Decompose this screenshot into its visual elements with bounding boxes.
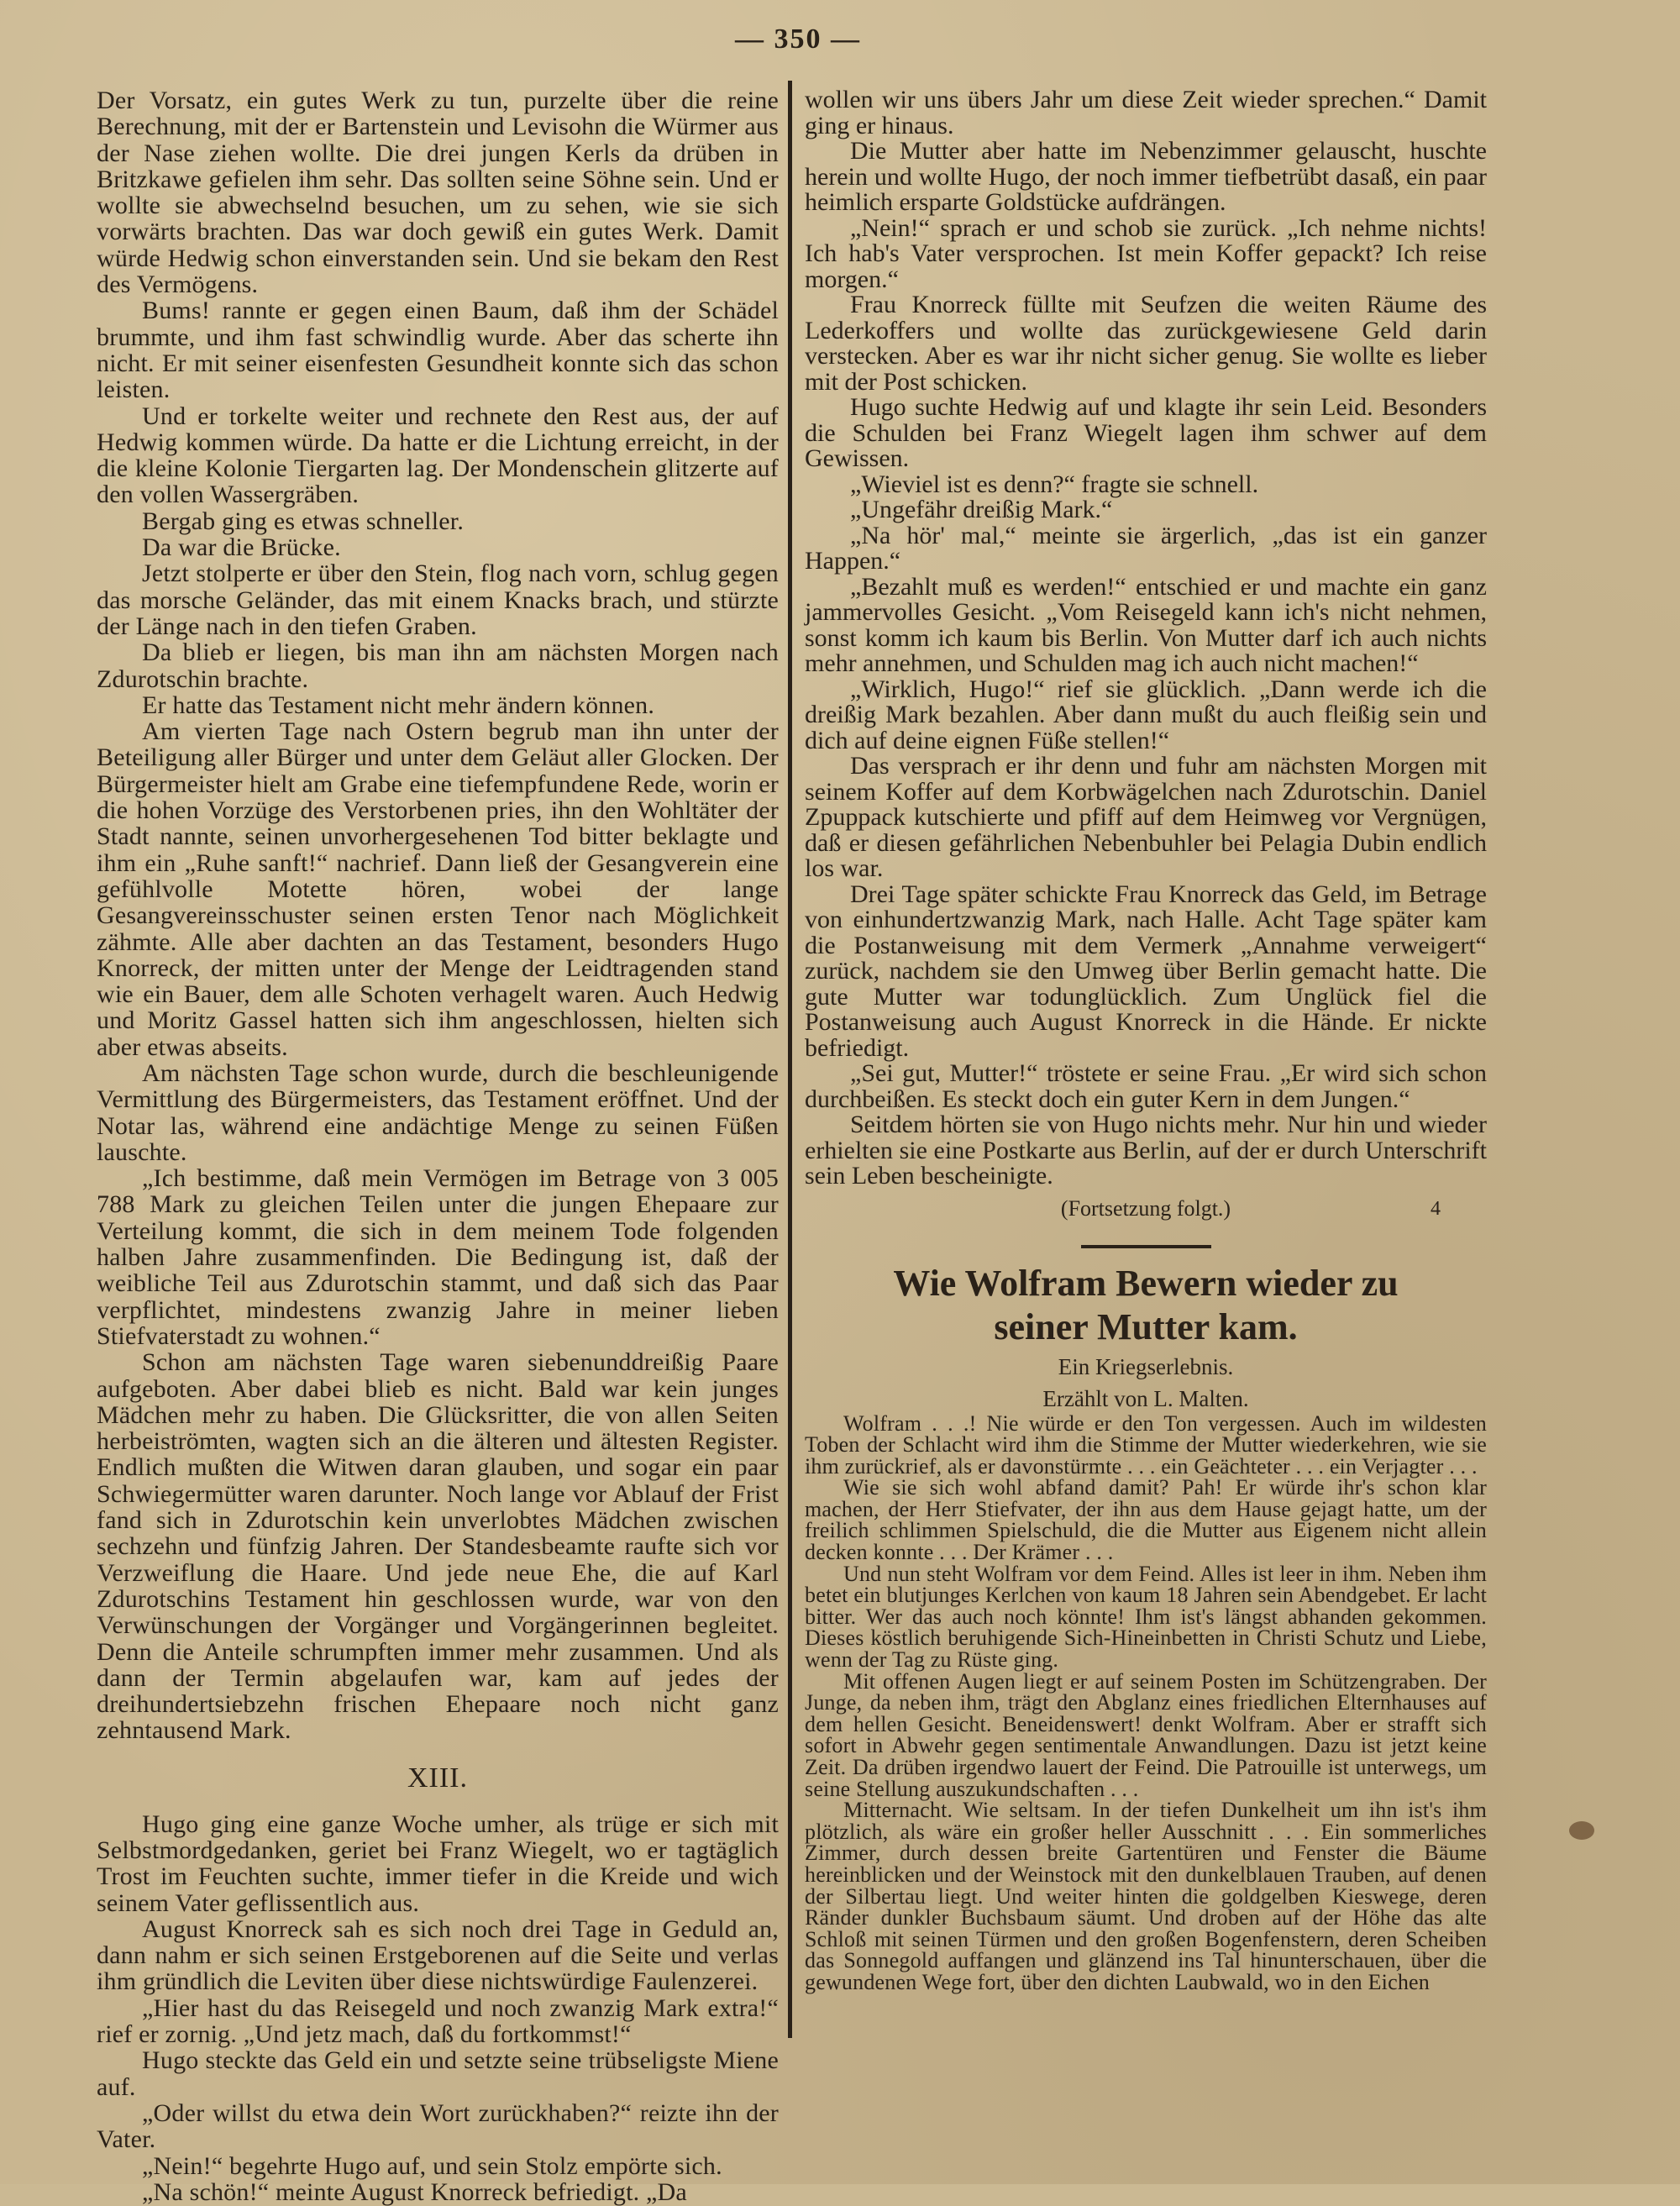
paragraph: Frau Knorreck füllte mit Seufzen die weiten Räume des Lederkoffers und wollte das zurückgewiesene Geld darin verstecken. Aber es war ihr nicht sicher genug. Sie wollte es lieber mit der Post schicken.	[805, 291, 1487, 396]
right-side	[805, 87, 1487, 2041]
paragraph: „Wieviel ist es denn?“ fragte sie schnell.	[850, 470, 1259, 498]
paragraph: Die Mutter aber hatte im Nebenzimmer gelauscht, huschte herein und wollte Hugo, der noch immer tiefbetrübt dasaß, ein paar heimlich ersparte Goldstücke aufdrängen.	[805, 137, 1487, 216]
paragraph: Jetzt stolperte er über den Stein, flog nach vorn, schlug gegen das morsche Geländer, das mit einem Knacks brach, und stürzte der Länge nach in den tiefen Graben.	[97, 559, 779, 640]
chapter-heading: XIII.	[407, 1762, 469, 1794]
paragraph: „Oder willst du etwa dein Wort zurückhaben?“ reizte ihn der Vater.	[97, 2098, 779, 2154]
story-title-line1: Wie Wolfram Bewern wieder zu	[893, 1262, 1399, 1304]
paragraph: Da blieb er liegen, bis man ihn am nächsten Morgen nach Zdurotschin brachte.	[97, 638, 779, 693]
paragraph: „Nein!“ begehrte Hugo auf, und sein Stolz empörte sich.	[142, 2151, 722, 2180]
paragraph: Der Vorsatz, ein gutes Werk zu tun, purzelte über die reine Berechnung, mit der er Bartenstein und Levisohn die Würmer aus der Nase ziehen wollte. Die drei jungen Kerls da drüben in Britzkawe gefielen ihm sehr. Das sollten seine Söhne sein. Und er wollte sie abwechselnd besuchen, um zu sehen, wie sie sich vorwärts brachten. Das war doch gewiß ein gutes Werk. Damit würde Hedwig schon einverstanden sein. Und sie bekam den Rest des Vermögens.	[97, 87, 779, 299]
left-column	[97, 87, 779, 2206]
paragraph: Da war die Brücke.	[142, 533, 341, 562]
continuation-text: (Fortsetzung folgt.)	[1060, 1195, 1231, 1221]
paragraph: Bergab ging es etwas schneller.	[142, 507, 465, 535]
paragraph: Wolfram . . .! Nie würde er den Ton vergessen. Auch im wildesten Toben der Schlacht wird ihm die Stimme der Mutter wiederkehren, wie sie ihm zurückrief, als er davonstürmte . . . ein Geächteter . . . ein Verjagter . . .	[805, 1410, 1487, 1479]
paragraph: „Ungefähr dreißig Mark.“	[850, 496, 1113, 523]
paragraph: Wie sie sich wohl abfand damit? Pah! Er würde ihr's schon klar machen, der Herr Stiefvater, der ihn aus dem Hause gejagt hatte, um der freilich schlimmen Spielschuld, die die Mutter aus Eigenem nicht allein decken konnte . . . Der Krämer . . .	[805, 1475, 1487, 1565]
continuation-number: 4	[1431, 1197, 1441, 1220]
right-column-paragraphs	[805, 87, 1487, 1190]
paragraph: „Na hör' mal,“ meinte sie ärgerlich, „das ist ein ganzer Happen.“	[805, 521, 1487, 575]
paragraph: Das versprach er ihr denn und fuhr am nächsten Morgen mit seinem Koffer auf dem Korbwägelchen nach Zdurotschin. Daniel Zpuppack kutschierte und pfiff auf dem Heimweg vor Vergnügen, daß er diesen gefährlichen Nebenbuhler bei Pelagia Dubin endlich los war.	[805, 752, 1487, 882]
paragraph: Mit offenen Augen liegt er auf seinem Posten im Schützengraben. Der Junge, da neben ihm, trägt den Abglanz eines friedlichen Elternhauses auf dem hellen Gesicht. Beneidenswert! denkt Wolfram. Aber er strafft sich sofort in Abwehr gegen sentimentale Anwandlungen. Dazu ist jetzt keine Zeit. Da drüben irgendwo lauert der Feind. Die Patrouille ist unterwegs, um seine Stellung auszukundschaften . . .	[805, 1668, 1487, 1801]
paragraph: Und er torkelte weiter und rechnete den Rest aus, der auf Hedwig kommen würde. Da hatte er die Lichtung erreicht, in der die kleine Kolonie Tiergarten lag. Der Mondenschein glitzerte auf den vollen Wassergräben.	[97, 402, 779, 509]
paragraph: „Bezahlt muß es werden!“ entschied er und machte ein ganz jammervolles Gesicht. „Vom Reisegeld kann ich's nicht nehmen, sonst komm ich kaum bis Berlin. Von Mutter darf ich auch nichts mehr annehmen, und Schulden mag ich auch nicht machen!“	[805, 572, 1487, 677]
paragraph: Schon am nächsten Tage waren siebenunddreißig Paare aufgeboten. Aber dabei blieb es nicht. Bald war kein junges Mädchen mehr zu haben. Die Glücksritter, die von allen Seiten herbeiströmten, wagten sich an die älteren und ältesten Register. Endlich mußten die Witwen daran glauben, und sogar ein paar Schwiegermütter waren darunter. Noch lange vor Ablauf der Frist fand sich in Zdurotschin kein unverlobtes Mädchen zwischen sechzehn und fünfzig Jahren. Der Standesbeamte raufte sich vor Verzweiflung die Haare. Und jede neue Ehe, die auf Karl Zdurotschins Testament hin geschlossen wurde, war von den Verwünschungen der Vorgänger und Vorgängerinnen begleitet. Denn die Anteile schrumpften immer mehr zusammen. Und als dann der Termin abgelaufen war, kam auf jedes der dreihundertsiebzehn frischen Ehepaare noch nicht ganz zehntausend Mark.	[97, 1348, 779, 1745]
paragraph: Bums! rannte er gegen einen Baum, daß ihm der Schädel brummte, und ihm fast schwindlig wurde. Aber das scherte ihn nicht. Er mit seiner eisenfesten Gesundheit konnte sich das schon leisten.	[97, 297, 779, 404]
paragraph: „Sei gut, Mutter!“ tröstete er seine Frau. „Er wird sich schon durchbeißen. Es steckt doch ein guter Kern in dem Jungen.“	[805, 1059, 1487, 1113]
paragraph: Mitternacht. Wie seltsam. In der tiefen Dunkelheit um ihn ist's ihm plötzlich, als wäre ein großer heller Ausschnitt . . . Ein sommerliches Zimmer, durch dessen breite Gartentüren und Fenster die Bäume hereinblicken und der Weinstock mit den dunkelblauen Trauben, auf denen der Silbertau liegt. Und weiter hinten die goldgelben Kieswege, deren Ränder dunkler Buchsbaum säumt. Und droben auf der Höhe das alte Schloß mit seinen Türmen und den großen Bogenfenstern, deren Scheiben das Sonnegold auffangen und glänzend ins Tal hinunterschauen, über die gewundenen Wege fort, über den dichten Laubwald, wo in den Eichen	[805, 1798, 1487, 1994]
paragraph: „Ich bestimme, daß mein Vermögen im Betrage von 3 005 788 Mark zu gleichen Teilen unter die jungen Ehepaare zur Verteilung kommt, die sich in dem meinem Tode folgenden halben Jahre zusammenfinden. Die Bedingung ist, daß der weibliche Teil aus Zdurotschin stammt, und daß sich das Paar verpflichtet, mindestens zwanzig Jahre in meiner lieben Stiefvaterstadt zu wohnen.“	[97, 1164, 779, 1350]
paragraph: Seitdem hörten sie von Hugo nichts mehr. Nur hin und wieder erhielten sie eine Postkarte aus Berlin, auf der er durch Unterschrift sein Leben bescheinigte.	[805, 1111, 1487, 1190]
page-number: — 350 —	[735, 24, 861, 55]
paragraph: „Nein!“ sprach er und schob sie zurück. „Ich nehme nichts! Ich hab's Vater versprochen. Ist mein Koffer gepackt? Ich reise morgen.“	[805, 213, 1487, 293]
story-title	[805, 1262, 1487, 1349]
story-subtitle: Ein Kriegserlebnis.	[1058, 1353, 1234, 1379]
left-column-paragraphs	[97, 87, 779, 1744]
chapter-paragraphs	[97, 1811, 779, 2205]
paragraph: Am vierten Tage nach Ostern begrub man ihn unter der Beteiligung aller Bürger und unter dem Geläut aller Glocken. Der Bürgermeister hielt am Grabe eine tiefempfundene Rede, worin er die hohen Vorzüge des Verstorbenen pries, ihn den Wohltäter der Stadt nannte, seinen unvorhergesehenen Tod bitter beklagte und ihm ein „Ruhe sanft!“ nachrief. Dann ließ der Gesangverein eine gefühlvolle Motette hören, wobei der lange Gesangvereinsschuster seinen ersten Tenor nach Möglichkeit zähmte. Alle aber dachten an das Testament, besonders Hugo Knorreck, der mitten unter der Menge der Leidtragenden stand wie ein Bauer, dem alle Schoten verhagelt waren. Auch Hedwig und Moritz Gassel hatten sich ihm angeschlossen, hielten sich aber etwas abseits.	[97, 717, 779, 1061]
right-column	[805, 87, 1487, 1190]
story-title-line2: seiner Mutter kam.	[994, 1305, 1298, 1347]
paper-stain	[1569, 1821, 1594, 1840]
paragraph: „Hier hast du das Reisegeld und noch zwanzig Mark extra!“ rief er zornig. „Und jetz mach, daß du fortkommst!“	[97, 1993, 779, 2049]
paragraph: August Knorreck sah es sich noch drei Tage in Geduld an, dann nahm er sich seinen Erstgeborenen auf die Seite und verlas ihm gründlich die Leviten über diese nichtswürdige Faulenzerei.	[97, 1914, 779, 1996]
paragraph: Drei Tage später schickte Frau Knorreck das Geld, im Betrage von einhundertzwanzig Mark, nach Halle. Acht Tage später kam die Postanweisung mit dem Vermerk „Annahme verweigert“ zurück, nachdem sie den Umweg über Berlin gemacht hatte. Die gute Mutter war todunglücklich. Zum Unglück fiel die Postanweisung auch August Knorreck in die Hände. Er nickte befriedigt.	[805, 880, 1487, 1062]
story-byline: Erzählt von L. Malten.	[1042, 1385, 1249, 1411]
paragraph: Er hatte das Testament nicht mehr ändern können.	[142, 691, 655, 719]
story-paragraphs	[805, 1410, 1487, 1994]
paragraph: Hugo steckte das Geld ein und setzte seine trübseligste Miene auf.	[97, 2046, 779, 2101]
column-divider	[788, 81, 792, 2038]
story-article	[805, 1262, 1487, 2042]
article-separator	[1081, 1245, 1211, 1248]
paragraph: „Wirklich, Hugo!“ rief sie glücklich. „Dann werde ich die dreißig Mark bezahlen. Aber dann mußt du auch fleißig sein und dich auf deine eignen Füße stellen!“	[805, 675, 1487, 754]
paragraph: „Na schön!“ meinte August Knorreck befriedigt. „Da	[142, 2177, 687, 2206]
paragraph: Hugo ging eine ganze Woche umher, als trüge er sich mit Selbstmordgedanken, geriet bei Franz Wiegelt, wo er tagtäglich Trost im Feuchten suchte, immer tiefer in die Kreide und wich seinem Vater geflissentlich aus.	[97, 1809, 779, 1917]
paragraph: Am nächsten Tage schon wurde, durch die beschleunigende Vermittlung des Bürgermeisters, das Testament eröffnet. Und der Notar las, während eine andächtige Menge zu seinen Füßen lauschte.	[97, 1058, 779, 1166]
paragraph: Hugo suchte Hedwig auf und klagte ihr sein Leid. Besonders die Schulden bei Franz Wiegelt lagen ihm schwer auf dem Gewissen.	[805, 393, 1487, 472]
continuation-note	[805, 1196, 1487, 1221]
paragraph: Und nun steht Wolfram vor dem Feind. Alles ist leer in ihm. Neben ihm betet ein blutjunges Kerlchen von kaum 18 Jahren sein Abendgebet. Er lacht bitter. Wer das auch noch könnte! Ihm ist's längst abhanden gekommen. Dieses köstlich beruhigende Sich-Hineinbetten in Christi Schutz und Liebe, wenn der Tag zu Rüste ging.	[805, 1561, 1487, 1673]
paragraph: wollen wir uns übers Jahr um diese Zeit wieder sprechen.“ Damit ging er hinaus.	[805, 86, 1487, 139]
